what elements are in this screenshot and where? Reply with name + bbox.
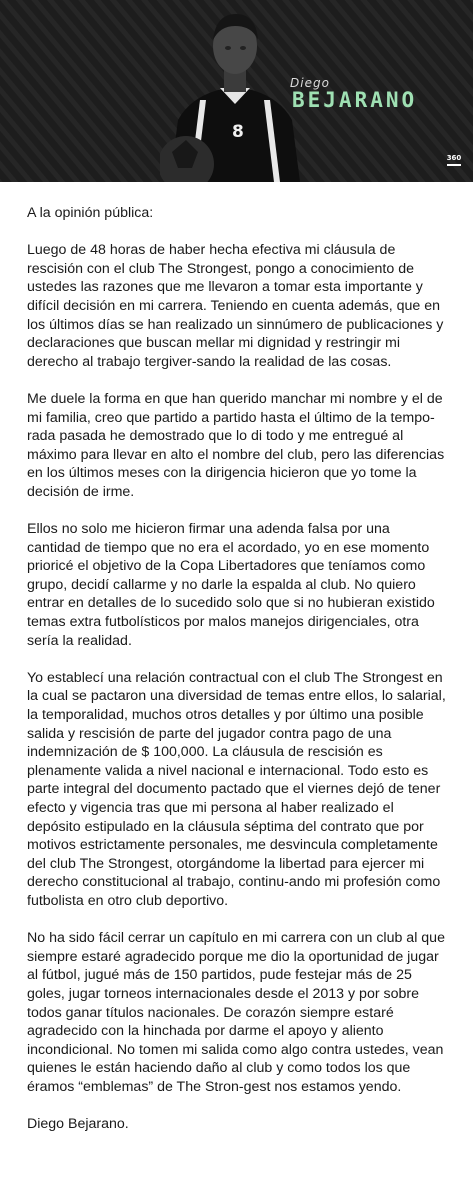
player-last-name: BEJARANO <box>292 88 418 112</box>
player-first-name: Diego <box>290 76 330 90</box>
letter-salutation: A la opinión pública: <box>27 205 154 221</box>
brand-logo-text: 360 <box>446 154 462 162</box>
player-photo <box>160 0 310 182</box>
jersey-number: 8 <box>232 122 244 142</box>
brand-logo <box>445 154 463 172</box>
header-banner <box>0 0 473 182</box>
letter-signature: Diego Bejarano. <box>27 1116 129 1133</box>
letter-paragraph: Luego de 48 horas de haber hecha efectiva mi cláusula de rescisión con el club The Strongest, pongo a conocimiento de ustedes las razones que me llevaron a tomar esta importante y difícil decisión en mi carrera. Teniendo en cuenta además, que en los últimos días se han realizado un sinnúmero de publicaciones y declaraciones que buscan mellar mi dignidad y restringir mi derecho al trabajo tergiver-sando la realidad de las cosas. <box>27 242 444 370</box>
letter-paragraph: Ellos no solo me hicieron firmar una adenda falsa por una cantidad de tiempo que no era el acordado, yo en ese momento prioricé el objetivo de la Copa Libertadores que teníamos como grupo, decidí callarme y no darle la espalda al club. No quiero entrar en detalles de lo sucedido solo que si no hubieran existido temas extra futbolísticos por malos manejos dirigenciales, otra sería la realidad. <box>27 521 435 649</box>
letter-paragraph: Me duele la forma en que han querido manchar mi nombre y el de mi familia, creo que partido a partido hasta el último de la tempo-rada pasada he demostrado que lo di todo y me entregué al máximo para llevar en alto el nombre del club, pero las diferencias en los últimos meses con la dirigencia hicieron que yo tome la decisión de irme. <box>27 390 445 500</box>
open-letter <box>0 182 473 1134</box>
letter-paragraph: Yo establecí una relación contractual con el club The Strongest en la cual se pactaron una diversidad de temas entre ellos, lo salarial, la temporalidad, muchos otros detalles y por último una posible salida y rescisión de parte del jugador contra pago de una indemnización de $ 100,000. La cláusula de rescisión es plenamente valida a nivel nacional e internacional. Todo esto es parte integral del documento pactado que el viernes dejó de tener efecto y vigencia tras que mi persona al haber realizado el depósito estipulado en la cláusula séptima del contrato que por motivos estrictamente personales, me desvincula completamente del club The Strongest, otorgándome la libertad para ejercer mi derecho constitucional al trabajo, continu-ando mi profesión como futbolista en otro club deportivo. <box>27 669 446 909</box>
letter-paragraph: No ha sido fácil cerrar un capítulo en mi carrera con un club al que siempre estaré agradecido porque me dio la oportunidad de jugar al fútbol, jugué más de 150 partidos, pude festejar más de 25 goles, jugar torneos internacionales desde el 2013 y por sobre todos ganar títulos nacionales. De corazón siempre estaré agradecido con la hinchada por darme el apoyo y aliento incondicional. No tomen mi salida como algo contra ustedes, vean quienes le están haciendo daño al club y como todos los que éramos “emblemas” de The Stron-gest nos estamos yendo. <box>27 930 445 1095</box>
